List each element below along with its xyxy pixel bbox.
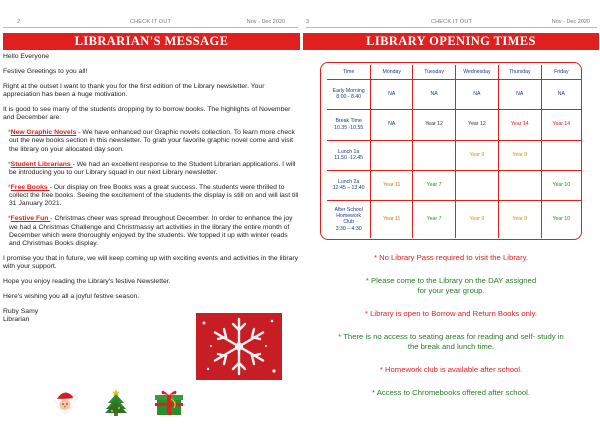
opening-times-table (320, 62, 582, 240)
table-cell: Year 14 (498, 109, 541, 140)
table-cell: Year 7 (413, 200, 456, 238)
wish-paragraph: Here's wishing you all a joyful festive season. (3, 293, 140, 301)
page-number: 3 (306, 19, 310, 25)
column-header: Monday (371, 65, 413, 79)
slot-label: Early Morning (332, 87, 365, 94)
table-cell: Year 10 (541, 170, 581, 200)
table-cell: Year 8 (498, 200, 541, 238)
highlights-intro: It is good to see many of the students dropping by to borrow books. The highlights of November and December are: (3, 105, 291, 122)
bullet-star: * (8, 160, 11, 168)
time-slot (327, 170, 371, 200)
table-cell (413, 140, 456, 170)
table-cell (371, 140, 413, 170)
header-rule (306, 27, 597, 28)
bullet-star: * (8, 183, 11, 191)
slot-label: Break Time (335, 118, 362, 125)
feature-heading[interactable]: Free Books (10, 183, 50, 191)
feature-heading[interactable]: Festive Fun (10, 215, 51, 223)
table-cell: NA (413, 79, 456, 109)
librarian-message-banner: LIBRARIAN'S MESSAGE (3, 33, 300, 50)
table-cell: NA (371, 79, 413, 109)
time-slot (327, 200, 371, 238)
feature-student-librarians (3, 161, 299, 178)
slot-label: Lunch 1a (337, 148, 360, 155)
slot-label: After School (334, 206, 363, 213)
table-cell: NA (455, 79, 498, 109)
rule-note: * Access to Chromebooks offered after school. (372, 388, 530, 397)
page-header (0, 17, 301, 29)
rule-note: * Please come to the Library on the DAY assigned for your year group. (365, 276, 537, 295)
slot-time: 12:45 – 13:40 (332, 185, 365, 191)
header-rule (3, 27, 298, 28)
table-cell (498, 170, 541, 200)
feature-text: - Our display on free Books was a great success. The students were thrilled to collect the free books. Seeing the excitement of the students the display is still on and will last till 31 January 2021. (9, 183, 299, 208)
table-cell: Year 11 (371, 200, 413, 238)
table-cell (541, 140, 581, 170)
rule-note: * There is no access to seating areas for reading and self- study in the break and lunch time. (338, 332, 564, 351)
bullet-star: * (8, 215, 11, 223)
christmas-icons (52, 388, 192, 418)
feature-text: - We have enhanced our Graphic novels collection. To learn more check out the new books section in this newsletter. To grab your favorite graphic novel come and visit the library on your allocated day soon. (9, 129, 295, 153)
column-header: Wednesday (455, 65, 498, 79)
table-row (327, 200, 581, 238)
festive-greeting: Festive Greetings to you all! (3, 67, 88, 75)
table-row (327, 140, 581, 170)
feature-heading[interactable]: New Graphic Novels (10, 129, 77, 137)
time-slot (327, 140, 371, 170)
newsletter-title: CHECK IT OUT (430, 19, 473, 25)
table-cell: Year 7 (413, 170, 456, 200)
table-cell (455, 170, 498, 200)
column-header: Tuesday (413, 65, 456, 79)
table-cell: Year 12 (413, 109, 456, 140)
table-header-row (327, 65, 581, 79)
timetable-grid (327, 65, 581, 238)
slot-label: Homework (336, 212, 362, 219)
promise-paragraph: I promise you that in future, we will keep coming up with exciting events and activities in the library with your support. (3, 255, 299, 271)
slot-time: 10.35 -10.55 (334, 124, 364, 131)
table-row (327, 79, 581, 109)
table-cell: Year 11 (371, 170, 413, 200)
table-cell: Year 14 (541, 109, 581, 140)
snowflake-icon (196, 313, 282, 380)
signature-name: Ruby Samy (3, 308, 39, 316)
time-slot (327, 79, 371, 109)
gift-icon (154, 388, 184, 416)
slot-label: Club (343, 219, 354, 226)
page-number: 2 (17, 19, 21, 25)
letter-body (3, 53, 299, 325)
issue-date: Nov - Dec 2020 (246, 19, 285, 25)
rule-note: * Homework club is available after school. (379, 365, 523, 374)
greeting: Hello Everyone (3, 53, 50, 60)
table-cell: Year 9 (455, 140, 498, 170)
thanks-paragraph: Right at the outset I want to thank you for the first edition of the Library newsletter. Your appreciation has been a huge motivation. (3, 82, 265, 99)
table-cell: Year 8 (498, 140, 541, 170)
column-header: Time (327, 65, 371, 79)
table-cell: NA (371, 109, 413, 140)
feature-heading[interactable]: Student Librarians (10, 160, 73, 168)
christmas-tree-icon (104, 388, 128, 416)
feature-text: - Christmas cheer was spread throughout December. In order to enhance the joy we had a Christmas Challenge and Christmassy art activities in the library the entire month of December which were thoroughly enjoyed by the students. We topped it up with winter reads and Christmas Books display. (9, 215, 293, 248)
table-row (327, 109, 581, 140)
slot-time: 8.00 - 8.40 (336, 94, 362, 100)
feature-text: - We had an excellent response to the Student Librarian applications. I will be introducing you to our Library squad in our next Library newsletter. (9, 160, 296, 176)
rule-note: * Library is open to Borrow and Return Books only. (364, 309, 538, 318)
slot-label: Lunch 2a (337, 178, 360, 185)
signature-title: Librarian (3, 316, 30, 324)
feature-free-books (3, 184, 299, 209)
santa-icon (52, 388, 78, 416)
slot-time: 11.50 -12.45 (334, 155, 364, 161)
feature-festive-fun (3, 215, 299, 248)
table-cell: NA (541, 79, 581, 109)
library-rules-list (303, 253, 599, 411)
slot-time: 3:30 – 4:30 (335, 225, 362, 232)
hope-paragraph: Hope you enjoy reading the Library's festive Newsletter. (3, 278, 171, 286)
page-header (303, 17, 600, 29)
feature-graphic-novels (3, 129, 299, 154)
time-slot (327, 109, 371, 140)
table-cell: NA (498, 79, 541, 109)
column-header: Friday (541, 65, 581, 79)
column-header: Thursday (498, 65, 541, 79)
opening-times-banner: LIBRARY OPENING TIMES (303, 33, 599, 50)
table-cell: Year 10 (541, 200, 581, 238)
issue-date: Nov - Dec 2020 (551, 19, 590, 25)
table-cell: Year 9 (455, 200, 498, 238)
rule-note: * No Library Pass required to visit the Library. (373, 253, 529, 262)
table-row (327, 170, 581, 200)
newsletter-title: CHECK IT OUT (129, 19, 172, 25)
bullet-star: * (8, 129, 11, 137)
right-page (303, 0, 600, 424)
table-cell: Year 12 (455, 109, 498, 140)
